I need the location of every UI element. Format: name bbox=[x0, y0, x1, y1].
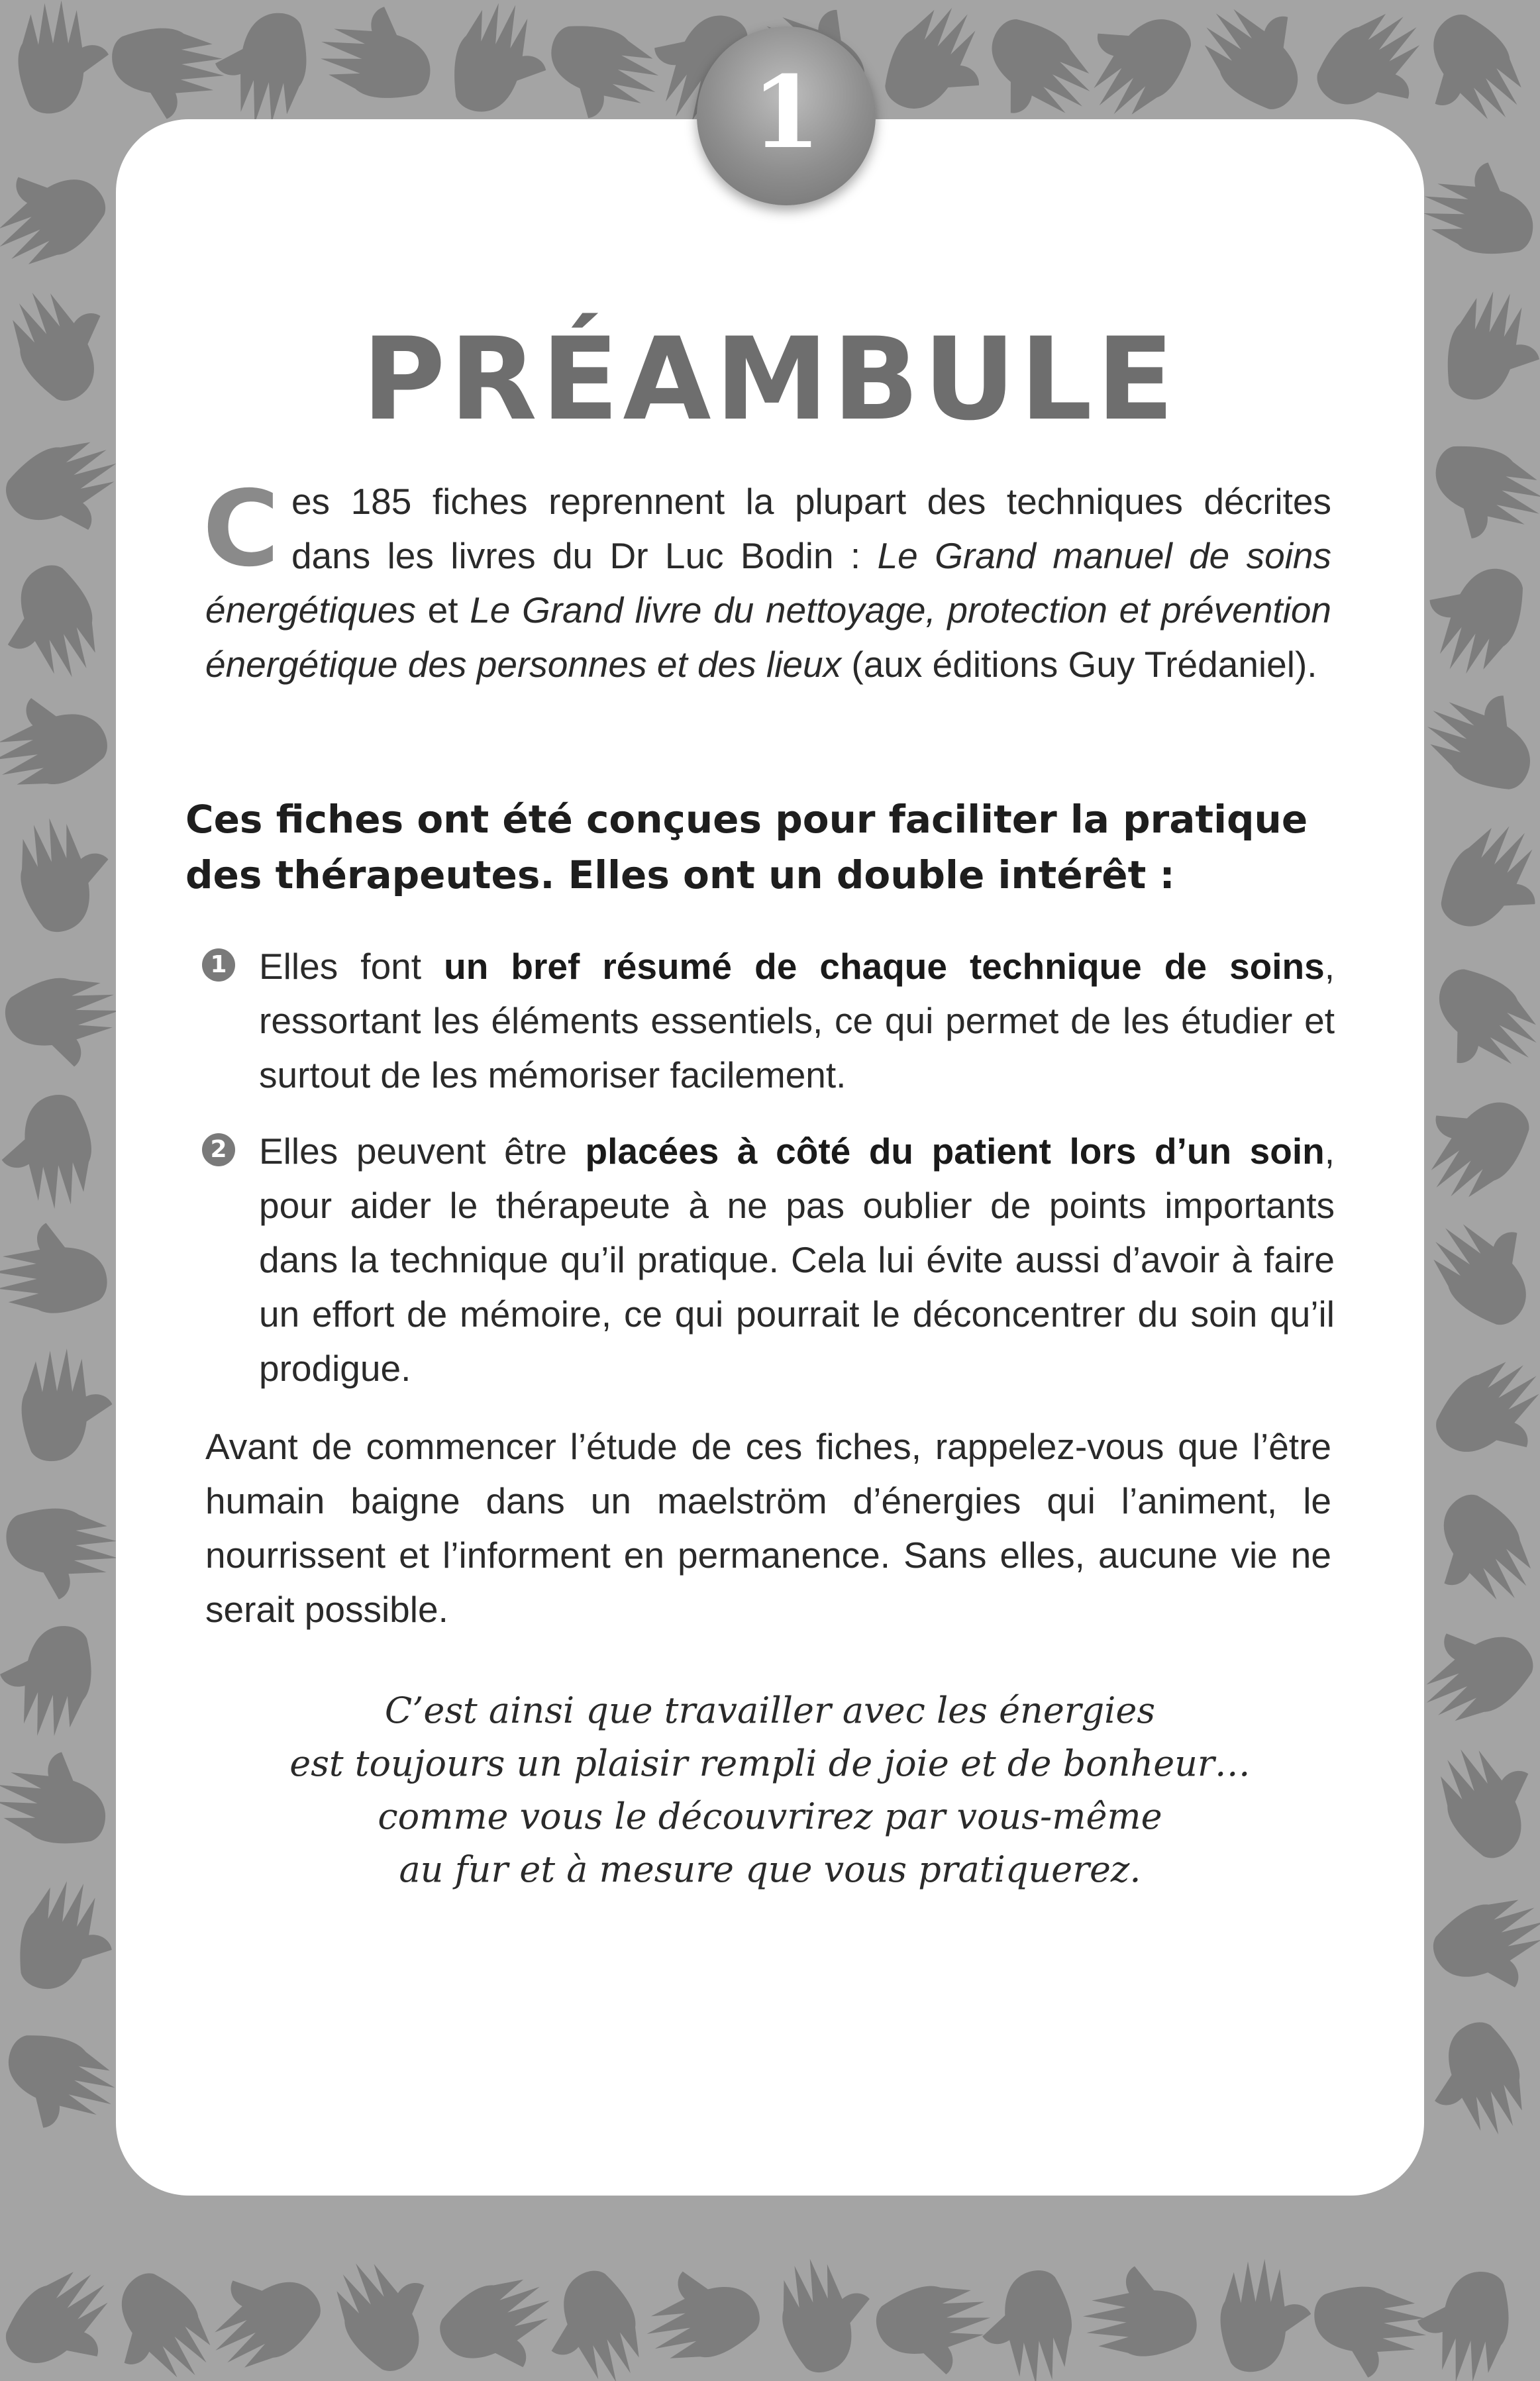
hand-print-icon bbox=[529, 2261, 656, 2381]
number-1-icon: 1 bbox=[202, 948, 235, 982]
hand-print-icon bbox=[0, 1092, 97, 1214]
hand-print-icon bbox=[208, 5, 313, 130]
intro-text-start: es 185 fiches reprennent la plupart des techniques décrites dans les livres du Dr Luc Bodin : bbox=[291, 481, 1331, 576]
hand-print-icon bbox=[1423, 1882, 1540, 2012]
hand-print-icon bbox=[0, 556, 112, 695]
quote-line: est toujours un plaisir rempli de joie et de bonheur… bbox=[289, 1743, 1251, 1784]
hand-print-icon bbox=[1417, 433, 1540, 558]
benefit-text-2 bbox=[259, 1124, 1335, 1395]
benefit-2-emphasis: placées à côté du patient lors d’un soin bbox=[585, 1131, 1325, 1172]
chapter-badge bbox=[697, 26, 876, 205]
hand-print-icon bbox=[0, 1503, 122, 1605]
hand-print-icon bbox=[7, 807, 123, 938]
hand-print-icon bbox=[631, 2253, 768, 2375]
closing-quote bbox=[0, 1684, 1540, 1896]
closing-text: Avant de commencer l’étude de ces fiches, rappelez-vous que l’être humain baigne dans un maelström d’énergies qui l’animent, le nourrissent et l’informent en permanence. Sans elles, aucune vie ne serait possible. bbox=[205, 1426, 1331, 1630]
hand-print-icon bbox=[1399, 1, 1540, 146]
hand-print-icon bbox=[1412, 670, 1540, 803]
benefit-1-emphasis: un bref résumé de chaque technique de soins bbox=[444, 946, 1325, 987]
hand-print-icon bbox=[188, 2247, 333, 2381]
section-heading: Ces fiches ont été conçues pour faciliter la pratique des thérapeutes. Elles ont un double intérêt : bbox=[185, 797, 1308, 897]
quote-line: comme vous le découvrirez par vous-même bbox=[378, 1796, 1162, 1837]
hand-print-icon bbox=[1415, 1195, 1540, 1339]
hand-print-icon bbox=[1415, 150, 1540, 264]
hand-print-icon bbox=[1410, 955, 1540, 1095]
hand-print-icon bbox=[0, 2022, 127, 2149]
hand-print-icon bbox=[871, 0, 1007, 135]
number-2-icon: 2 bbox=[202, 1133, 235, 1166]
intro-text-and: et bbox=[416, 589, 470, 631]
hand-print-icon bbox=[429, 2262, 571, 2381]
intro-text bbox=[203, 468, 1332, 691]
hand-print-icon bbox=[1309, 2282, 1430, 2381]
intro-text-publisher: (aux éditions Guy Trédaniel). bbox=[841, 644, 1317, 685]
hand-print-icon bbox=[1186, 0, 1331, 123]
hand-print-icon bbox=[1423, 1343, 1540, 1486]
hand-print-icon bbox=[975, 2267, 1078, 2381]
hand-print-icon bbox=[313, 0, 442, 107]
quote-line: au fur et à mesure que vous pratiquerez. bbox=[399, 1849, 1141, 1890]
hand-print-icon bbox=[319, 2239, 454, 2381]
closing-paragraph bbox=[205, 1419, 1331, 1637]
hand-print-icon bbox=[1427, 809, 1540, 954]
hand-print-icon bbox=[1219, 2258, 1311, 2373]
benefit-2-after: , pour aider le thérapeute à ne pas oublier de points importants dans la technique qu’il pratique. Cela lui évite aussi d’avoir à faire un effort de mémoire, ce qui pourrait le déconcentrer du soin qu’il prodigue. bbox=[259, 1131, 1335, 1389]
hand-print-icon bbox=[1407, 546, 1537, 687]
hand-print-icon bbox=[1080, 2263, 1198, 2359]
intro-paragraph bbox=[203, 468, 1332, 691]
hand-print-icon bbox=[108, 25, 227, 123]
hand-print-icon bbox=[1063, 0, 1205, 133]
hand-print-icon bbox=[0, 2253, 136, 2381]
chapter-number: 1 bbox=[751, 54, 821, 171]
book-title-soins: Le Grand manuel de soins énergétiques bbox=[205, 535, 1332, 631]
benefit-2-before: Elles peuvent être bbox=[259, 1131, 586, 1172]
hand-print-icon bbox=[0, 144, 118, 283]
hand-print-icon bbox=[533, 13, 670, 137]
book-title-nettoyage: Le Grand livre du nettoyage, protection et prévention énergétique des personnes et des lieux bbox=[205, 589, 1331, 685]
benefit-item-1 bbox=[202, 939, 1335, 1102]
hand-print-icon bbox=[0, 1221, 108, 1315]
hand-print-icon bbox=[768, 2247, 885, 2379]
hand-print-icon bbox=[1409, 2262, 1516, 2381]
hand-print-icon bbox=[871, 2275, 1000, 2381]
hand-print-icon bbox=[1413, 2013, 1539, 2151]
benefit-item-2 bbox=[202, 1124, 1335, 1395]
benefit-1-before: Elles font bbox=[259, 946, 444, 987]
page-title: PRÉAMBULE bbox=[362, 313, 1178, 446]
hand-print-icon bbox=[442, 0, 560, 127]
hand-print-icon bbox=[87, 2260, 229, 2381]
hand-print-icon bbox=[0, 680, 115, 801]
quote-line: C’est ainsi que travailler avec les énergies bbox=[384, 1690, 1156, 1731]
hand-print-icon bbox=[1304, 0, 1448, 138]
drop-cap: C bbox=[203, 468, 280, 590]
benefit-1-after: , ressortant les éléments essentiels, ce qui permet de les étudier et surtout de les mémoriser facilement. bbox=[259, 946, 1335, 1095]
benefit-text-1 bbox=[259, 939, 1335, 1102]
hand-print-icon bbox=[20, 1347, 114, 1464]
hand-print-icon bbox=[19, 1, 109, 114]
hand-print-icon bbox=[1, 968, 128, 1077]
hand-print-icon bbox=[1409, 1482, 1540, 1627]
